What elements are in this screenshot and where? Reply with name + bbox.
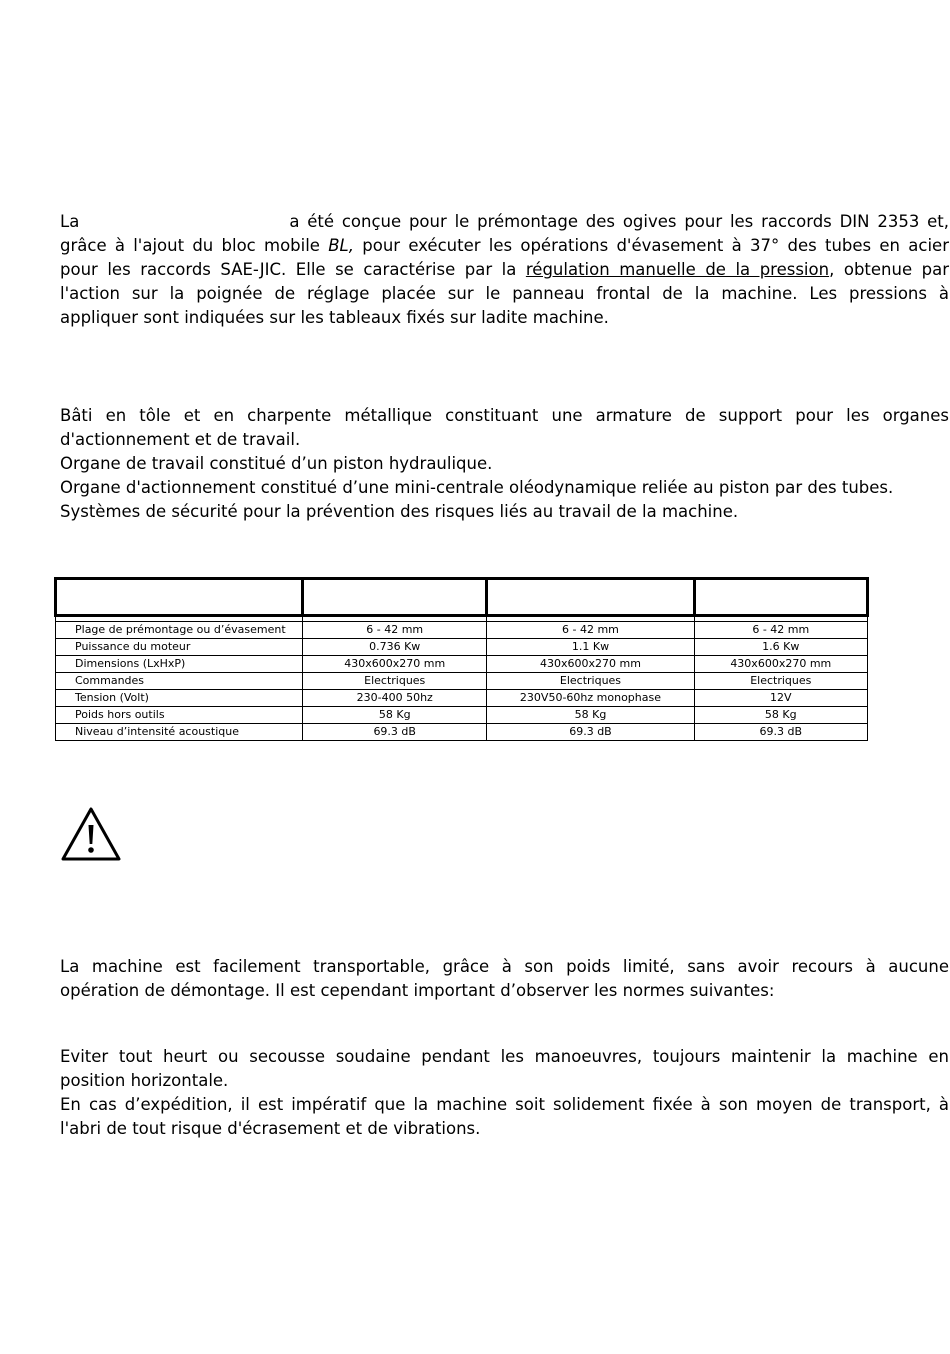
composition-line-4: Organe d'actionnement constitué d’une mini-centrale oléodynamique reliée au piston par des tubes. bbox=[60, 478, 894, 497]
intro-word-la: La bbox=[60, 212, 80, 231]
spec-value: 430x600x270 mm bbox=[487, 656, 694, 673]
composition-paragraph bbox=[60, 404, 949, 524]
table-row bbox=[56, 673, 868, 690]
spec-value: 12V bbox=[694, 690, 867, 707]
table-row bbox=[56, 622, 868, 639]
composition-line-1: Bâti en tôle et en charpente métallique constituant une armature de support pour les organes bbox=[60, 406, 949, 425]
spec-value: 1.1 Kw bbox=[487, 639, 694, 656]
spec-value: 430x600x270 mm bbox=[303, 656, 487, 673]
intro-line-3-a: pour les raccords SAE-JIC. Elle se caractérise par la bbox=[60, 260, 526, 279]
spec-label: Commandes bbox=[56, 673, 303, 690]
intro-line-5: appliquer sont indiquées sur les tableaux fixés sur ladite machine. bbox=[60, 308, 609, 327]
spec-value: Electriques bbox=[487, 673, 694, 690]
spec-header-cell bbox=[303, 579, 487, 616]
spec-label: Tension (Volt) bbox=[56, 690, 303, 707]
transport-line-2: opération de démontage. Il est cependant important d’observer les normes suivantes: bbox=[60, 981, 775, 1000]
spec-table-header-row bbox=[56, 579, 868, 616]
intro-line-3-b: , obtenue par bbox=[829, 260, 949, 279]
intro-line-2-b: pour exécuter les opérations d'évasement à 37° des tubes en acier bbox=[353, 236, 949, 255]
transport-paragraph bbox=[60, 955, 949, 1003]
handling-line-1: Eviter tout heurt ou secousse soudaine pendant les manoeuvres, toujours maintenir la machine en bbox=[60, 1047, 949, 1066]
spec-header-cell bbox=[487, 579, 694, 616]
spec-value: 6 - 42 mm bbox=[694, 622, 867, 639]
table-row bbox=[56, 656, 868, 673]
handling-line-3: En cas d’expédition, il est impératif que la machine soit solidement fixée à son moyen de transport, à bbox=[60, 1095, 949, 1114]
spec-label: Plage de prémontage ou d’évasement bbox=[56, 622, 303, 639]
spec-label: Niveau d’intensité acoustique bbox=[56, 724, 303, 741]
table-row bbox=[56, 724, 868, 741]
spec-value: 230V50-60hz monophase bbox=[487, 690, 694, 707]
spec-label: Dimensions (LxHxP) bbox=[56, 656, 303, 673]
intro-line-2 bbox=[60, 234, 949, 258]
composition-line-2: d'actionnement et de travail. bbox=[60, 430, 301, 449]
spec-label: Poids hors outils bbox=[56, 707, 303, 724]
spec-value: 6 - 42 mm bbox=[303, 622, 487, 639]
intro-line-1-text: a été conçue pour le prémontage des ogives pour les raccords DIN 2353 et, bbox=[289, 212, 949, 231]
spec-value: 69.3 dB bbox=[694, 724, 867, 741]
spec-value: 69.3 dB bbox=[303, 724, 487, 741]
spec-value: 6 - 42 mm bbox=[487, 622, 694, 639]
intro-line-4: l'action sur la poignée de réglage placée sur le panneau frontal de la machine. Les pressions à bbox=[60, 284, 949, 303]
spec-label: Puissance du moteur bbox=[56, 639, 303, 656]
spec-table bbox=[54, 577, 869, 741]
spec-value: Electriques bbox=[694, 673, 867, 690]
table-row bbox=[56, 690, 868, 707]
spec-value: 1.6 Kw bbox=[694, 639, 867, 656]
intro-line-3 bbox=[60, 258, 949, 282]
intro-line-1 bbox=[60, 210, 949, 234]
spec-header-cell bbox=[56, 579, 303, 616]
spec-value: 230-400 50hz bbox=[303, 690, 487, 707]
handling-line-4: l'abri de tout risque d'écrasement et de vibrations. bbox=[60, 1119, 481, 1138]
table-row bbox=[56, 639, 868, 656]
spec-header-cell bbox=[694, 579, 867, 616]
bloc-bl-label: BL, bbox=[328, 236, 354, 255]
table-row bbox=[56, 707, 868, 724]
spec-value: 58 Kg bbox=[303, 707, 487, 724]
spec-value: 58 Kg bbox=[694, 707, 867, 724]
pressure-regulation-underlined: régulation manuelle de la pression bbox=[525, 260, 830, 279]
composition-line-5: Systèmes de sécurité pour la prévention des risques liés au travail de la machine. bbox=[60, 502, 739, 521]
spec-value: 69.3 dB bbox=[487, 724, 694, 741]
intro-line-2-a: grâce à l'ajout du bloc mobile bbox=[60, 236, 329, 255]
spec-value: Electriques bbox=[303, 673, 487, 690]
spec-value: 58 Kg bbox=[487, 707, 694, 724]
composition-line-3: Organe de travail constitué d’un piston hydraulique. bbox=[60, 454, 493, 473]
spec-value: 0.736 Kw bbox=[303, 639, 487, 656]
spec-value: 430x600x270 mm bbox=[694, 656, 867, 673]
transport-line-1: La machine est facilement transportable, grâce à son poids limité, sans avoir recours à aucune bbox=[60, 957, 949, 976]
handling-line-2: position horizontale. bbox=[60, 1071, 229, 1090]
intro-paragraph bbox=[60, 210, 949, 330]
warning-triangle-icon bbox=[60, 806, 122, 862]
handling-paragraph bbox=[60, 1045, 949, 1141]
